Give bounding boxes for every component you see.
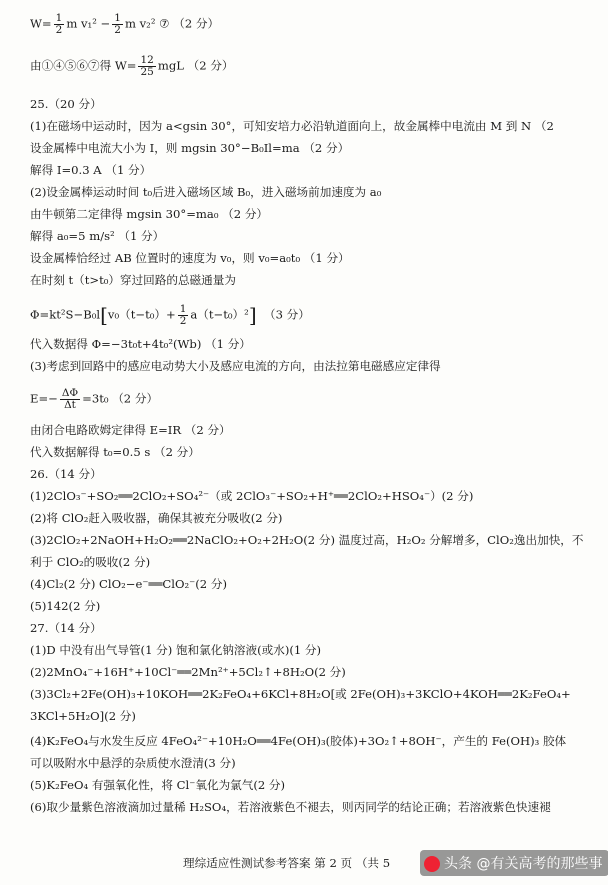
derive-prefix: 由①④⑤⑥⑦得 W=: [30, 58, 137, 73]
emf-end: =3t₀ （2 分）: [82, 391, 159, 406]
fraction: [54, 13, 65, 36]
q25-line: 由闭合电路欧姆定律得 E=IR （2 分）: [30, 423, 231, 437]
frac-den: 2: [114, 24, 121, 36]
q26-line: 利于 ClO₂的吸收(2 分): [30, 555, 151, 569]
frac-num: ΔΦ: [61, 387, 79, 399]
q27-title: 27.（14 分）: [30, 621, 102, 635]
flux-end: （3 分）: [264, 307, 310, 322]
w-eq-prefix: W=: [30, 16, 52, 31]
w-eq-mid: m v₁² −: [66, 16, 111, 31]
fraction: [178, 304, 189, 327]
fraction: [138, 55, 155, 78]
q25-line: 解得 a₀=5 m/s² （1 分）: [30, 229, 165, 243]
derive-equation: [30, 55, 234, 78]
fraction: [112, 13, 123, 36]
fraction: [60, 388, 80, 411]
q25-line: 代入数据得 Φ=−3t₀t+4t₀²(Wb) （1 分）: [30, 337, 251, 351]
frac-den: 2: [179, 315, 187, 327]
q26-line: (4)Cl₂(2 分) ClO₂−e⁻══ClO₂⁻(2 分): [30, 577, 227, 591]
q25-line: (3)考虑到回路中的感应电动势大小及感应电流的方向，由法拉第电磁感应定律得: [30, 359, 441, 373]
q26-line: (1)2ClO₃⁻+SO₂══2ClO₂+SO₄²⁻（或 2ClO₃⁻+SO₂+H⁺══2ClO₂+HSO₄⁻）(2 分): [30, 489, 474, 503]
q25-line: (1)在磁场中运动时，因为 a<gsin 30°，可知安培力必沿轨道面向上，故金属棒中电流由 M 到 N （2: [30, 119, 554, 133]
q27-line: 3KCl+5H₂O](2 分): [30, 709, 136, 723]
q27-line: (3)3Cl₂+2Fe(OH)₃+10KOH══2K₂FeO₄+6KCl+8H₂O[或 2Fe(OH)₃+3KClO+4KOH══2K₂FeO₄+: [30, 687, 571, 701]
emf-prefix: E=−: [30, 391, 58, 406]
q25-line: 解得 I=0.3 A （1 分）: [30, 163, 152, 177]
q27-line: (2)2MnO₄⁻+16H⁺+10Cl⁻══2Mn²⁺+5Cl₂↑+8H₂O(2 分): [30, 665, 346, 679]
frac-den: Δt: [64, 399, 76, 411]
watermark-text: 头条 @有关高考的那些事: [444, 856, 603, 872]
q25-title: 25.（20 分）: [30, 97, 102, 111]
q25-line: 设金属棒中电流大小为 I，则 mgsin 30°−B₀Il=ma （2 分）: [30, 141, 350, 155]
q25-line: (2)设金属棒运动时间 t₀后进入磁场区域 B₀，进入磁场前加速度为 a₀: [30, 185, 382, 199]
watermark: [420, 850, 608, 876]
q27-line: (6)取少量紫色溶液滴加过量稀 H₂SO₄，若溶液紫色不褪去，则丙同学的结论正确；若溶液紫色快速褪: [30, 800, 551, 814]
q27-line: (1)D 中没有出气导管(1 分) 饱和氯化钠溶液(或水)(1 分): [30, 643, 322, 657]
frac-den: 25: [140, 66, 154, 78]
toutiao-logo-icon: [424, 856, 440, 872]
q25-line: 设金属棒恰经过 AB 位置时的速度为 v₀，则 v₀=a₀t₀ （1 分）: [30, 251, 350, 265]
q26-line: (5)142(2 分): [30, 599, 101, 613]
q26-line: (2)将 ClO₂赶入吸收器，确保其被充分吸收(2 分): [30, 511, 283, 525]
flux-inner-a: v₀（t−t₀）+: [107, 307, 176, 322]
q26-line: (3)2ClO₂+2NaOH+H₂O₂══2NaClO₂+O₂+2H₂O(2 分) 温度过高，H₂O₂ 分解增多，ClO₂逸出加快，不: [30, 533, 584, 547]
emf-equation: [30, 388, 158, 411]
q26-title: 26.（14 分）: [30, 467, 102, 481]
frac-num: 12: [140, 54, 154, 66]
frac-num: 1: [55, 12, 63, 24]
q25-line: 由牛顿第二定律得 mgsin 30°=ma₀ （2 分）: [30, 207, 269, 221]
flux-inner-b: a（t−t₀）²: [190, 307, 249, 322]
q25-line: 代入数据解得 t₀=0.5 s （2 分）: [30, 445, 200, 459]
q27-line: (5)K₂FeO₄ 有强氧化性，将 Cl⁻氧化为氯气(2 分): [30, 778, 286, 792]
bracket-close: ]: [248, 303, 257, 327]
page-footer: 理综适应性测试参考答案 第 2 页 （共 5: [183, 856, 391, 870]
q25-line: 在时刻 t（t>t₀）穿过回路的总磁通量为: [30, 273, 236, 287]
flux-prefix: Φ=kt²S−B₀l: [30, 307, 101, 322]
q27-line: 可以吸附水中悬浮的杂质使水澄清(3 分): [30, 756, 236, 770]
w-eq-end: m v₂² ⑦ （2 分）: [124, 16, 220, 31]
derive-end: mgL （2 分）: [157, 58, 234, 73]
frac-den: 2: [55, 24, 63, 36]
flux-equation: [30, 304, 310, 327]
w-equation: [30, 13, 219, 36]
bracket-open: [: [100, 303, 108, 327]
q27-line: (4)K₂FeO₄与水发生反应 4FeO₄²⁻+10H₂O══4Fe(OH)₃(胶体)+3O₂↑+8OH⁻，产生的 Fe(OH)₃ 胶体: [30, 734, 567, 748]
frac-num: 1: [179, 303, 187, 315]
frac-num: 1: [114, 12, 121, 24]
